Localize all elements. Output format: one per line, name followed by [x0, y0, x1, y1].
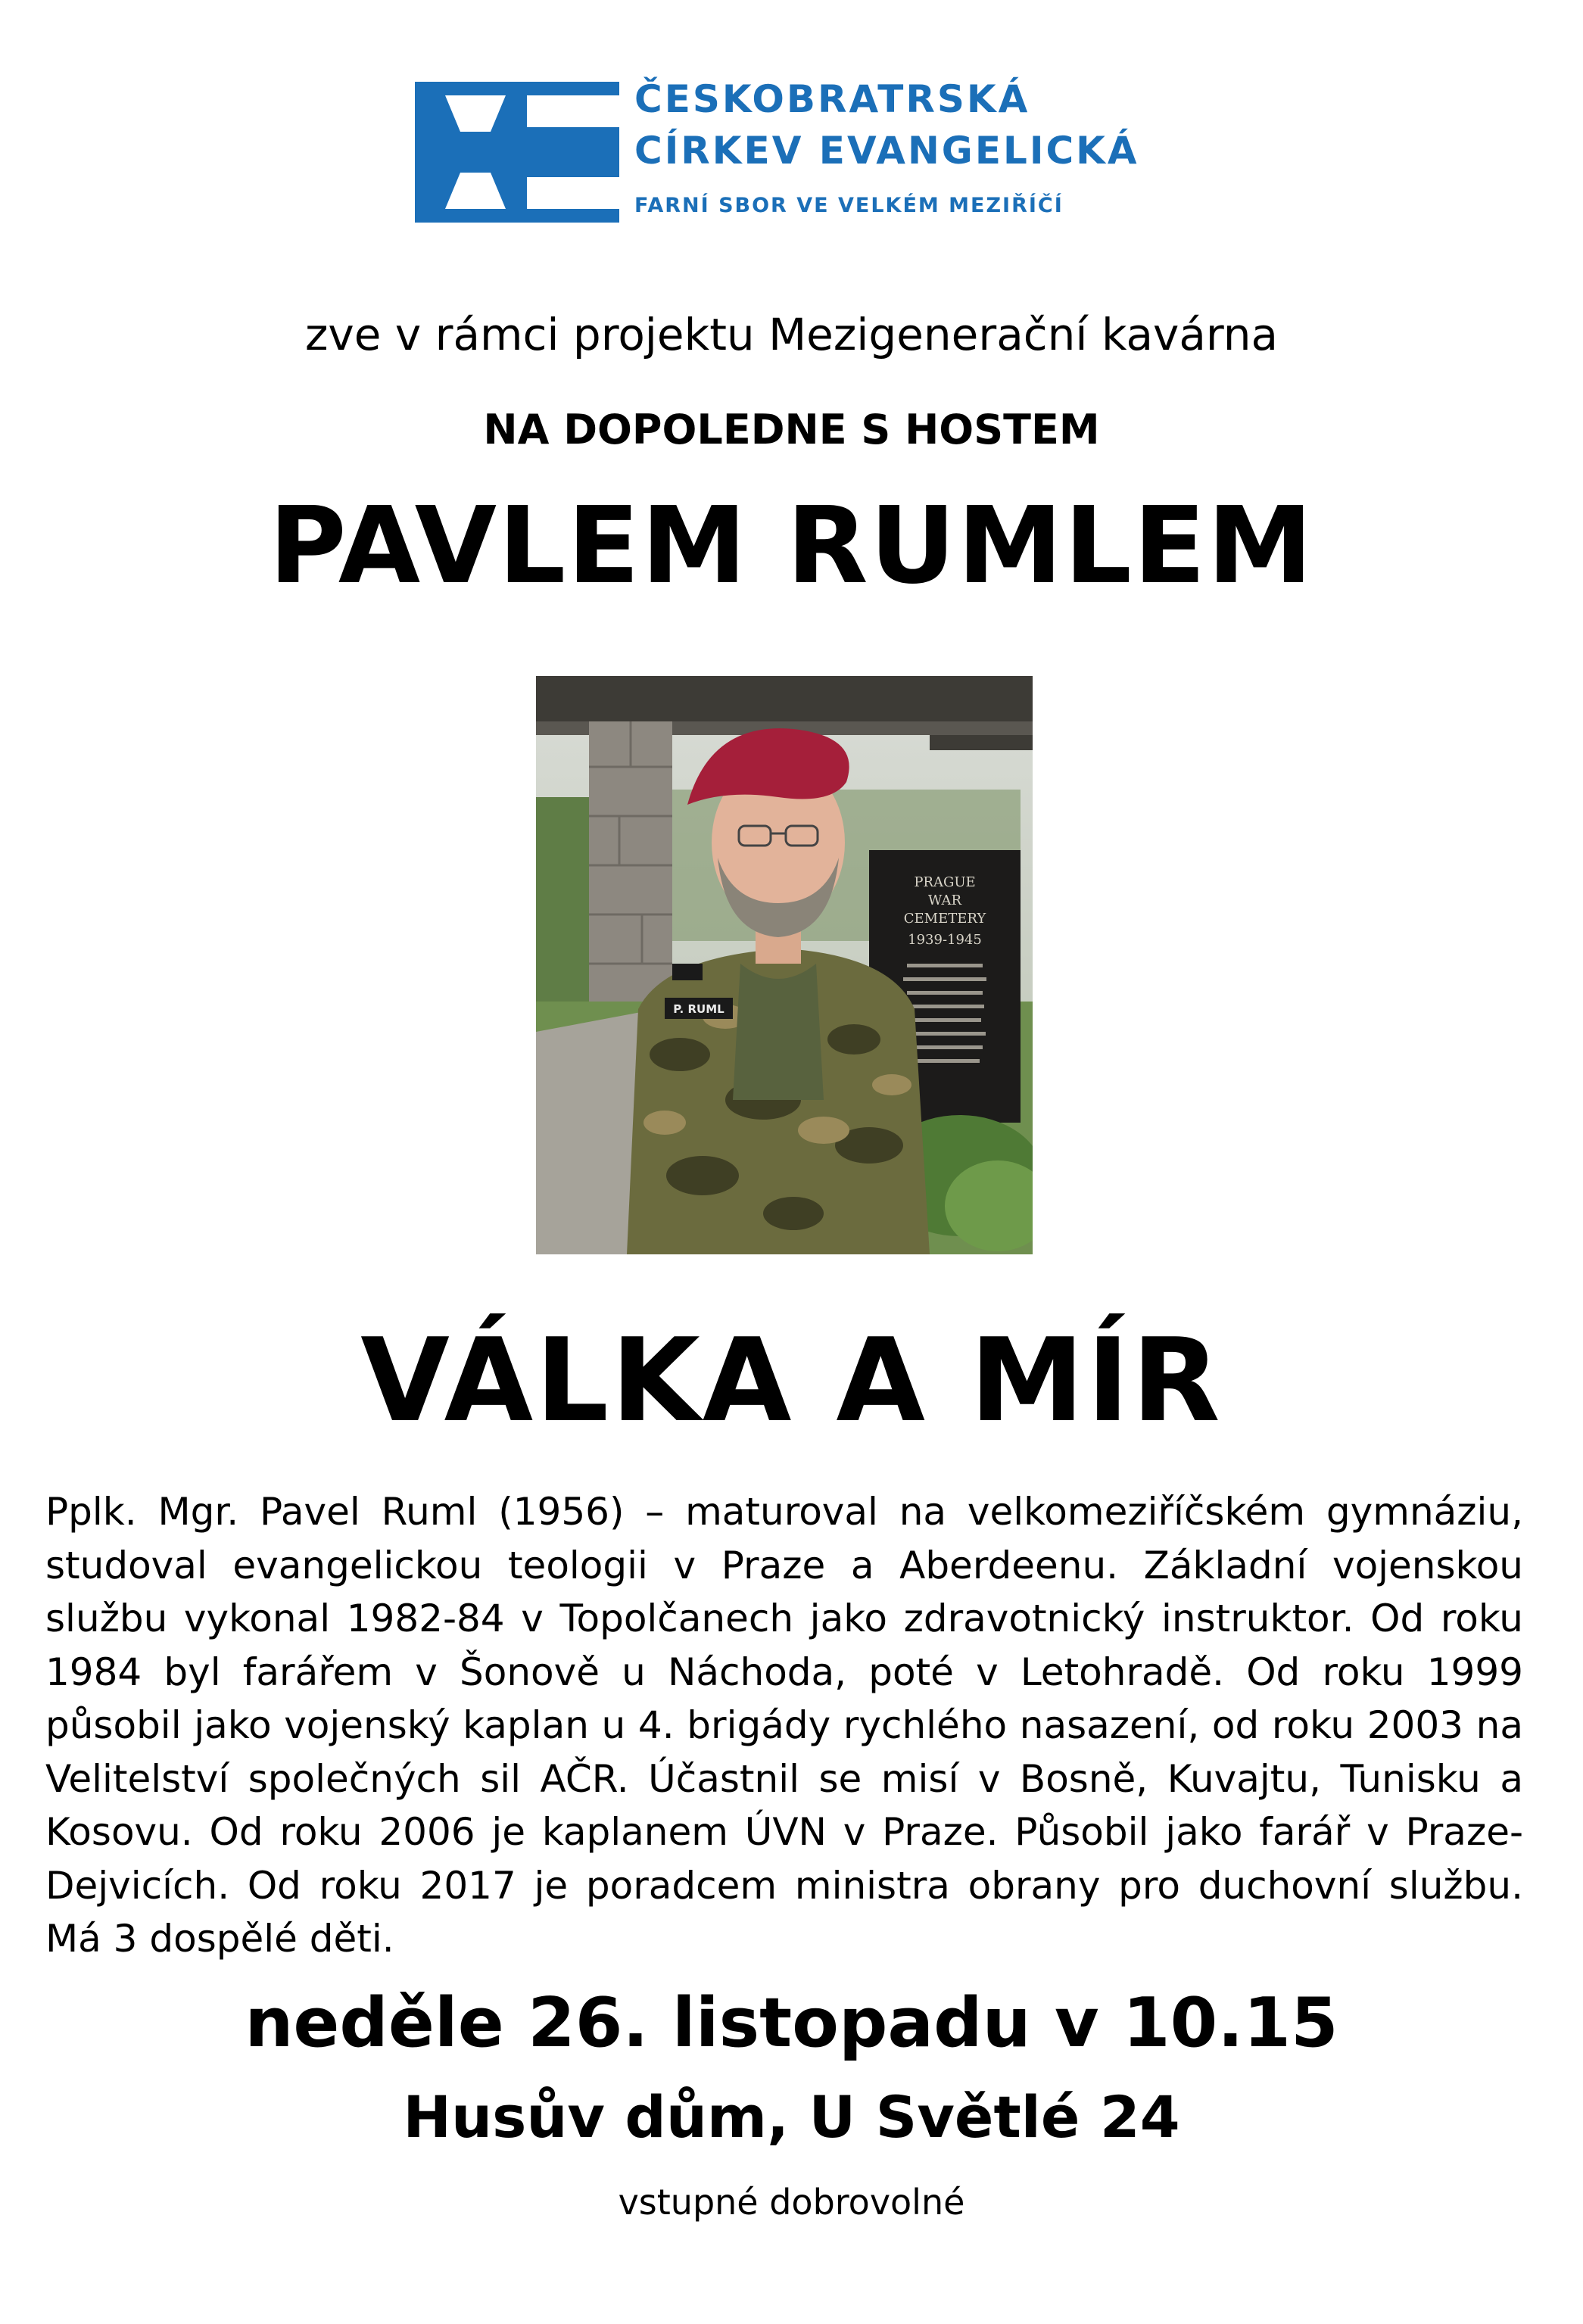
intro-text: zve v rámci projektu Mezigenerační kavárna: [304, 309, 1279, 360]
logo-line-2: CÍRKEV EVANGELICKÁ: [634, 129, 1139, 173]
memorial-line-1: PRAGUE: [914, 874, 976, 890]
memorial-line-4: 1939-1945: [908, 932, 982, 948]
admission-note: vstupné dobrovolné: [618, 2182, 965, 2223]
name-tag: P. RUML: [673, 1002, 725, 1016]
logo-wordmark: [634, 77, 1179, 226]
memorial-line-2: WAR: [927, 893, 962, 908]
event-venue: Husův dům, U Světlé 24: [403, 2083, 1180, 2151]
talk-title: VÁLKA A MÍR: [360, 1313, 1223, 1447]
church-emblem-icon: [415, 82, 619, 223]
guest-name: PAVLEM RUMLEM: [269, 484, 1314, 608]
memorial-line-3: CEMETERY: [903, 911, 986, 927]
subheading: NA DOPOLEDNE S HOSTEM: [483, 406, 1100, 453]
guest-photo: [536, 676, 1033, 1254]
logo-line-1: ČESKOBRATRSKÁ: [634, 77, 1030, 121]
church-logo: [415, 77, 1172, 226]
event-date-time: neděle 26. listopadu v 10.15: [245, 1983, 1338, 2063]
guest-biography: Pplk. Mgr. Pavel Ruml (1956) – maturoval na velkomeziříčském gymnáziu, studoval evangelickou teologii v Praze a Aberdeenu. Základní vojenskou službu vykonal 1982-84 v Topolčanech jako zdravotnický instruktor. Od roku 1984 byl farářem v Šonově u Náchoda, poté v Letohradě. Od roku 1999 působil jako vojenský kaplan u 4. brigády rychlého nasazení, od roku 2003 na Velitelství společných sil AČR. Účastnil se misí v Bosně, Kuvajtu, Tunisku a Kosovu. Od roku 2006 je kaplanem ÚVN v Praze. Působil jako farář v Praze-Dejvicích. Od roku 2017 je poradcem ministra obrany pro duchovní službu. Má 3 dospělé děti.: [45, 1490, 1523, 1961]
logo-line-3: FARNÍ SBOR VE VELKÉM MEZIŘÍČÍ: [634, 194, 1064, 217]
guest-photo-image: [536, 676, 1033, 1254]
